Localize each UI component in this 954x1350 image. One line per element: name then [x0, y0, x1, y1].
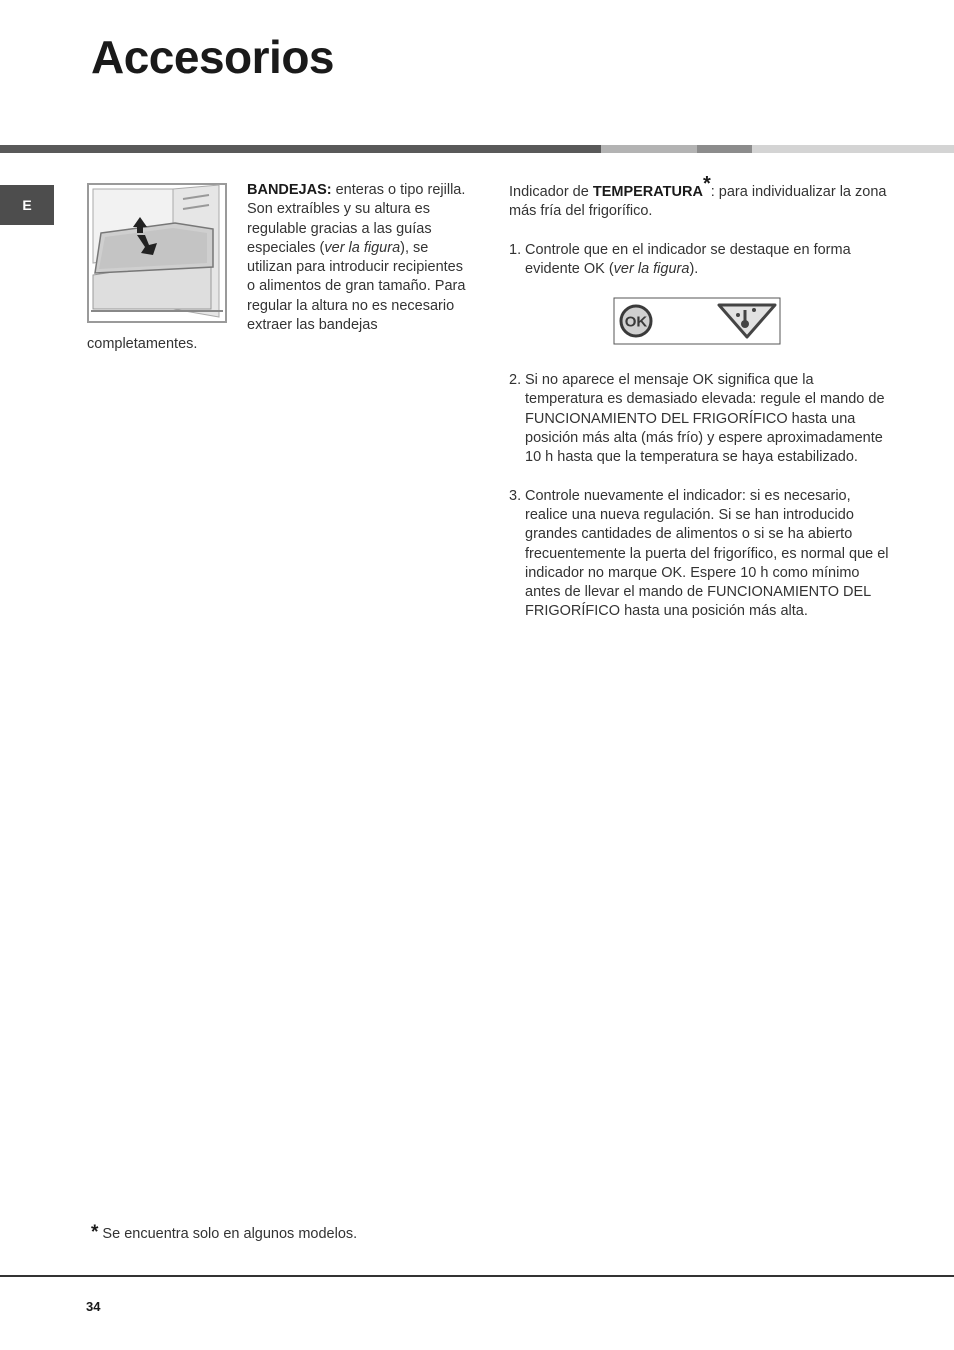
page-title: Accesorios [91, 31, 335, 83]
shelves-figure-ref: ver la figura [324, 239, 401, 256]
step-2 [509, 371, 891, 467]
footnote [91, 1222, 357, 1244]
step-number: 3. [509, 487, 522, 504]
temperature-indicator-icon [613, 297, 781, 345]
header-bar-segment-1 [0, 145, 601, 153]
temperature-heading: TEMPERATURA [592, 184, 703, 200]
step-1-text [525, 241, 891, 280]
temperature-intro-pre: Indicador de [509, 184, 593, 200]
page-number: 34 [86, 1299, 101, 1314]
step-3 [509, 487, 891, 622]
shelf-adjustment-icon [87, 183, 227, 323]
footnote-text: Se encuentra solo en algunos modelos. [98, 1226, 358, 1242]
step-number: 1. [509, 241, 522, 258]
shelves-heading: BANDEJAS: [247, 182, 332, 198]
footnote-asterisk: * [91, 1222, 99, 1243]
step-1 [509, 241, 891, 280]
step-1-text-post: ). [689, 260, 699, 277]
ok-indicator-label: OK [624, 313, 648, 331]
header-bar-segment-2 [601, 145, 697, 153]
step-1-text-pre: Controle que en el indicador se destaque en forma evidente OK ( [525, 241, 851, 277]
footer-divider [0, 1275, 954, 1277]
step-3-text: Controle nuevamente el indicador: si es necesario, realice una nueva regulación. Si se han introducido grandes cantidades de alimentos o si se ha abierto frecuentemente la puerta del frigorífico, es normal que el indicador no marque OK. Espere 10 h como mínimo antes de llevar el mando de FUNCIONAMIENTO DEL FRIGORÍFICO hasta una posición más alta. [525, 487, 889, 620]
shelves-text-1: enteras o tipo rejilla. Son extraíbles y su altura es regulable gracias a las guías especiales ( [247, 182, 466, 256]
step-number: 2. [509, 372, 522, 389]
temperature-intro-post: : para individualizar la zona más fría del frigorífico. [509, 184, 887, 220]
step-2-text: Si no aparece el mensaje OK significa que la temperatura es demasiado elevada: regule el mando de FUNCIONAMIENTO DEL FRIGORÍFICO hasta una posición más alta (más frío) y espere aproximadamente 10 h hasta que la temperatura se haya estabilizado. [525, 372, 885, 466]
language-tab: E [0, 185, 54, 225]
temperature-indicator-figure [613, 297, 781, 345]
shelves-text-2: ), se utilizan para introducir recipientes o alimentos de gran tamaño. Para regular la altura no es necesario extraer las bandejas completamentes. [87, 239, 466, 353]
temperature-section [509, 173, 891, 622]
shelves-section [87, 181, 474, 355]
shelf-figure [87, 183, 227, 323]
header-bar-segment-3 [697, 145, 752, 153]
step-1-figure-ref: ver la figura [613, 260, 690, 277]
temperature-intro [509, 173, 891, 222]
header-bar-segment-4 [752, 145, 954, 153]
asterisk-marker: * [702, 173, 711, 195]
